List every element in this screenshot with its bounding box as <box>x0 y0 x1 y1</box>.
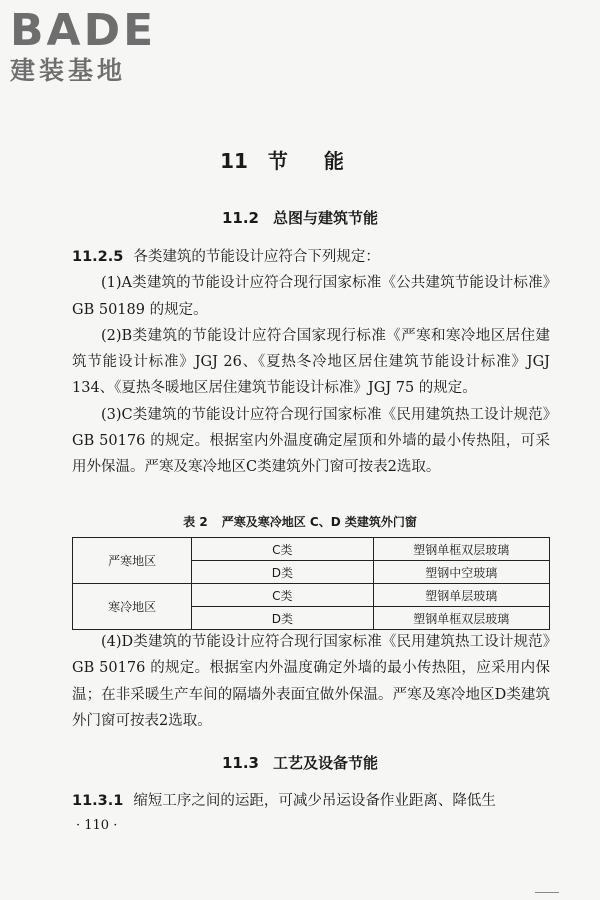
chapter-title: 节能 <box>267 149 380 173</box>
clause-text: 缩短工序之间的运距，可减少吊运设备作业距离、降低生 <box>133 793 496 809</box>
section-title: 工艺及设备节能 <box>273 754 379 772</box>
clause-number: 11.2.5 <box>72 249 124 265</box>
section-number: 11.2 <box>221 209 259 227</box>
clause-11-3-1-body <box>72 788 550 814</box>
window-spec-table <box>72 537 550 630</box>
class-cell: C类 <box>192 538 373 561</box>
class-cell: C类 <box>192 584 373 607</box>
class-cell: D类 <box>192 561 373 584</box>
logo-brand-text: BADE <box>10 5 157 56</box>
clause-paragraph-2: (2)B类建筑的节能设计应符合国家现行标准《严寒和寒冷地区居住建筑节能设计标准》JGJ 26、《夏热冬冷地区居住建筑节能设计标准》JGJ 134、《夏热冬暖地区居住建筑节能设计标准》JGJ 75 的规定。 <box>72 327 550 397</box>
clause-number: 11.3.1 <box>72 793 124 809</box>
clause-11-2-5-continued <box>72 629 550 734</box>
table-row <box>73 584 550 607</box>
window-cell: 塑钢单框双层玻璃 <box>373 538 550 561</box>
class-cell: D类 <box>192 607 373 630</box>
clause-11-3-1-text <box>72 788 550 814</box>
clause-paragraph-4: (4)D类建筑的节能设计应符合现行国家标准《民用建筑热工设计规范》GB 50176 的规定。根据室内外温度确定外墙的最小传热阻，应采用内保温；在非采暖生产车间的隔墙外表面宜做外保温。严寒及寒冷地区D类建筑外门窗可按表2选取。 <box>72 634 550 729</box>
section-title: 总图与建筑节能 <box>273 209 379 227</box>
clause-11-2-5-body <box>72 244 550 481</box>
section-heading-11-2 <box>0 207 600 228</box>
clause-paragraph-3: (3)C类建筑的节能设计应符合现行国家标准《民用建筑热工设计规范》GB 50176 的规定。根据室内外温度确定屋顶和外墙的最小传热阻，可采用外保温。严寒及寒冷地区C类建筑外门窗可按表2选取。 <box>72 406 550 476</box>
clause-paragraph-1: (1)A类建筑的节能设计应符合现行国家标准《公共建筑节能设计标准》GB 50189 的规定。 <box>72 275 550 318</box>
section-number: 11.3 <box>221 754 259 772</box>
page-divider <box>535 892 559 893</box>
window-cell: 塑钢单框双层玻璃 <box>373 607 550 630</box>
section-heading-11-3 <box>0 752 600 773</box>
logo-subtitle: 建装基地 <box>10 56 127 85</box>
brand-logo <box>10 6 156 86</box>
region-cell: 严寒地区 <box>73 538 192 584</box>
chapter-number: 11 <box>220 149 248 173</box>
table-row <box>73 538 550 561</box>
table-number: 表 2 <box>183 515 208 529</box>
table-title: 严寒及寒冷地区 C、D 类建筑外门窗 <box>221 515 417 529</box>
clause-11-2-5-heading <box>72 244 550 270</box>
page-number: · 110 · <box>76 818 118 833</box>
region-cell: 寒冷地区 <box>73 584 192 630</box>
window-cell: 塑钢单层玻璃 <box>373 584 550 607</box>
chapter-heading <box>0 145 600 174</box>
table-caption <box>0 513 600 530</box>
window-cell: 塑钢中空玻璃 <box>373 561 550 584</box>
clause-heading-text: 各类建筑的节能设计应符合下列规定： <box>133 249 380 265</box>
